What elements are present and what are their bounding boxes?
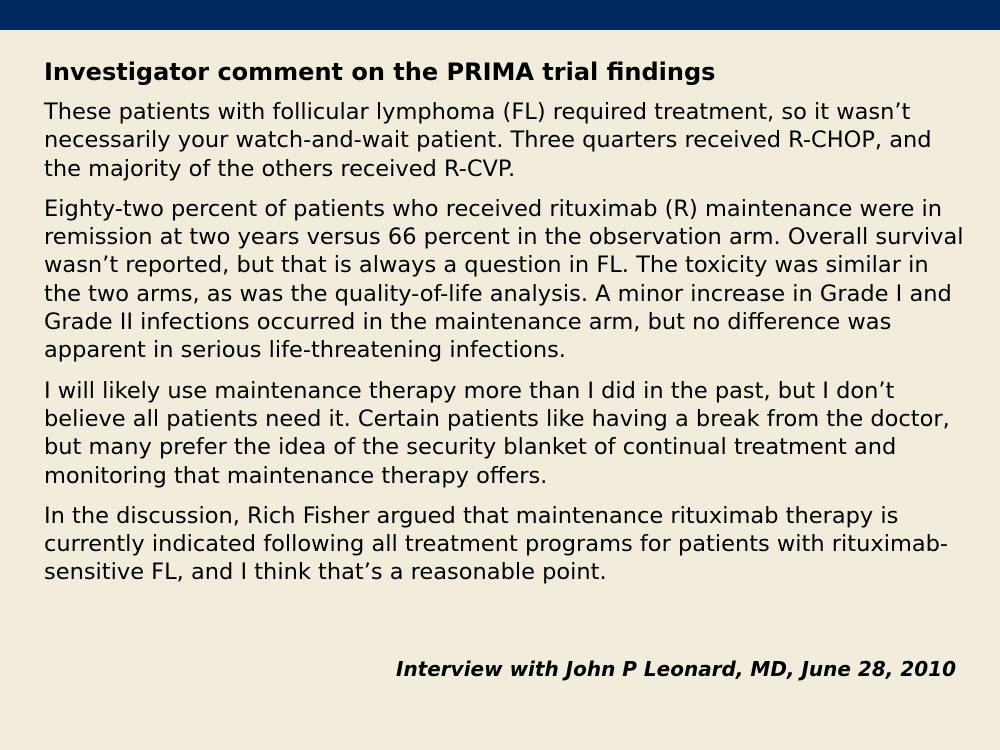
interview-attribution: Interview with John P Leonard, MD, June 28, 2010: [396, 657, 956, 681]
slide-content: [44, 56, 964, 599]
paragraph-maintenance-opinion: I will likely use maintenance therapy more than I did in the past, but I don’t believe all patients need it. Certain patients like having a break from the doctor, but many prefer the idea of the security blanket of continual treatment and monitoring that maintenance therapy offers.: [44, 377, 950, 489]
paragraph-patient-population: These patients with follicular lymphoma (FL) required treatment, so it wasn’t necessarily your watch-and-wait patient. Three quarters received R-CHOP, and the majority of the others received R-CVP.: [44, 99, 932, 182]
slide-title: Investigator comment on the PRIMA trial findings: [44, 58, 716, 86]
paragraph-discussion: In the discussion, Rich Fisher argued that maintenance rituximab therapy is currently indicated following all treatment programs for patients with rituximab-sensitive FL, and I think that’s a reasonable point.: [44, 502, 949, 586]
paragraph-remission-results: Eighty-two percent of patients who received rituximab (R) maintenance were in remission at two years versus 66 percent in the observation arm. Overall survival wasn’t reported, but that is always a question in FL. The toxicity was similar in the two arms, as was the quality-of-life analysis. A minor increase in Grade I and Grade II infections occurred in the maintenance arm, but no difference was apparent in serious life-threatening infections.: [44, 195, 964, 364]
top-banner-bar: [0, 0, 1000, 30]
